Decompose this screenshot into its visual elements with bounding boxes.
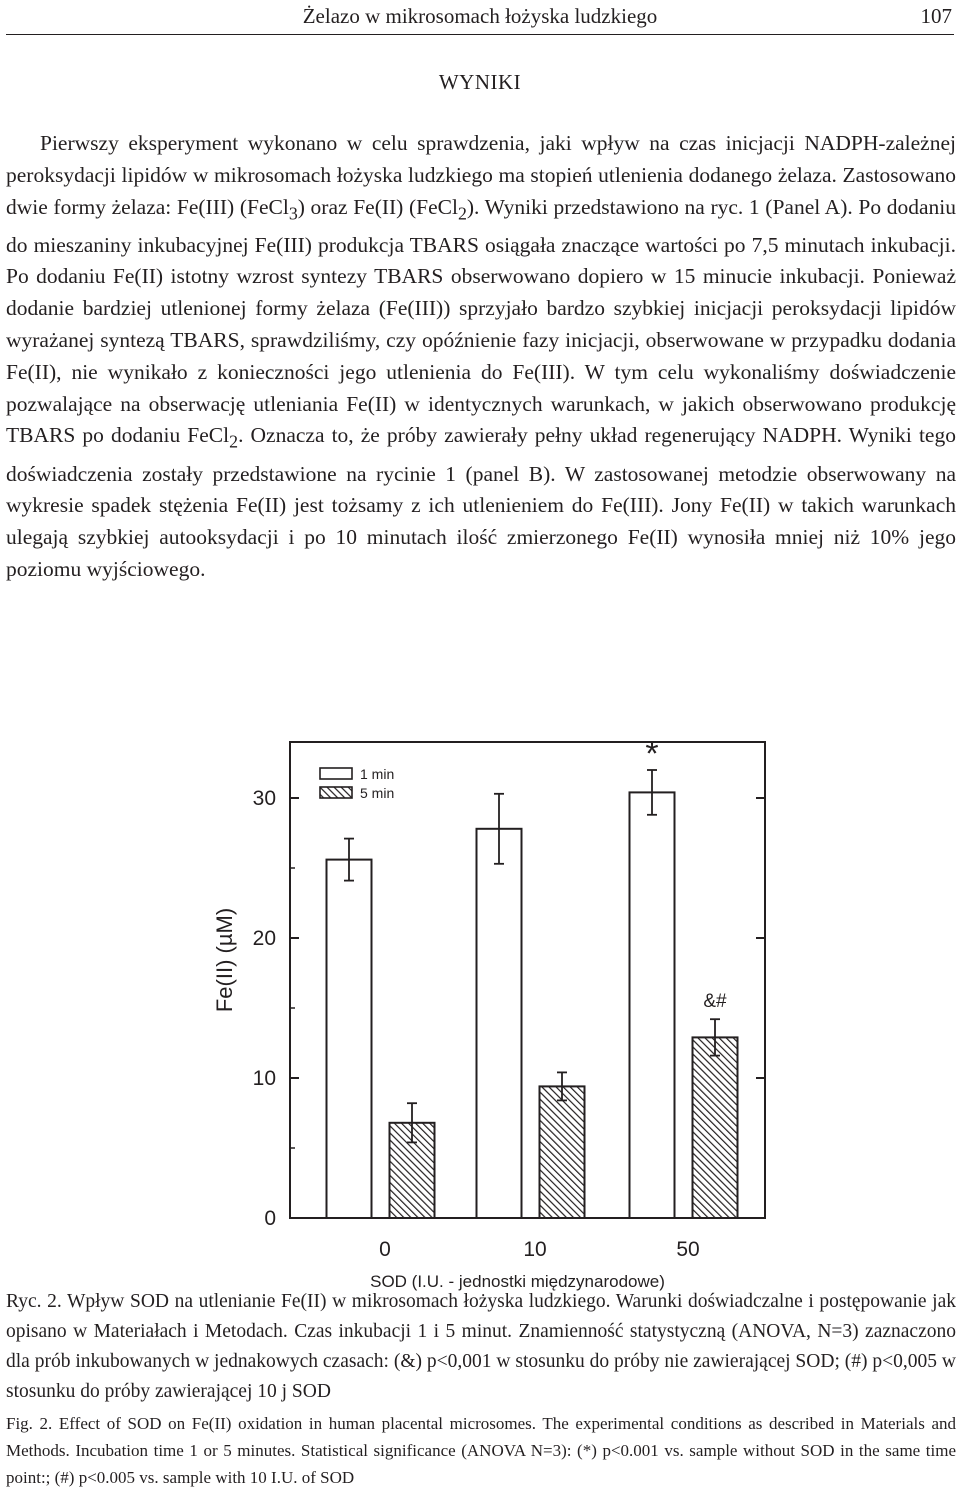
page-header xyxy=(6,4,954,35)
bar xyxy=(693,1037,738,1218)
y-tick-label: 20 xyxy=(252,927,276,950)
paragraph-text: ). Wyniki przedstawiono na ryc. 1 (Panel A). Po dodaniu do mieszaniny inkubacyjnej Fe(III) produkcja TBARS osiągała znaczące wartości po 7,5 minutach inkubacji. Po dodaniu Fe(II) istotny wzrost syntezy TBARS obserwowano dopiero w 15 minucie inkubacji. Ponieważ dodanie bardziej utlenionej formy żelaza (Fe(III)) sprzyjało bardzo szybkiej inicjacji peroksydacji lipidów wyrażanej syntezą TBARS, sprawdziliśmy, czy opóźnienie fazy inicjacji, obserwowane w przypadku dodania Fe(II), nie wynikało z konieczności jego utlenienia do Fe(III). W tym celu wykonaliśmy doświadczenie pozwalające na obserwację utleniania Fe(II) w identycznych warunkach, w jakich obserwowano produkcję TBARS po dodaniu FeCl xyxy=(6,194,956,448)
section-title: WYNIKI xyxy=(438,70,522,94)
bar xyxy=(327,860,372,1218)
legend-label: 1 min xyxy=(360,766,395,782)
y-axis-label: Fe(II) (µM) xyxy=(212,907,237,1013)
significance-annotation: * xyxy=(645,735,659,773)
legend-swatch xyxy=(320,787,352,798)
x-axis-label: SOD (I.U. - jednostki międzynarodowe) xyxy=(370,1272,665,1291)
results-paragraph xyxy=(6,128,956,586)
bar xyxy=(630,792,675,1218)
subscript: 2 xyxy=(229,431,239,452)
legend-label: 5 min xyxy=(360,785,395,801)
bar xyxy=(540,1086,585,1218)
y-tick-label: 10 xyxy=(252,1067,276,1090)
x-tick-label: 0 xyxy=(379,1238,391,1261)
significance-annotation: &# xyxy=(703,991,727,1013)
y-tick-label: 0 xyxy=(264,1207,276,1230)
x-tick-label: 10 xyxy=(523,1238,547,1261)
bar-chart xyxy=(170,730,790,1291)
paragraph-text: Pierwszy eksperyment wykonano w celu sprawdzenia, jaki wpływ na czas inicjacji NADPH-zależnej peroksydacji lipidów w mikrosomach łożyska ludzkiego ma stopień utlenienia dodanego żelaza. Zastosowano dwie formy żelaza: Fe(III) (FeCl xyxy=(6,131,956,219)
paragraph-text: . Oznacza to, że próby zawierały pełny układ regenerujący NADPH. Wyniki tego doświadczenia zostały przedstawione na rycinie 1 (panel B). W zastosowanej metodzie obserwowany na wykresie spadek stężenia Fe(II) jest tożsamy z ich utlenieniem do Fe(III). Jony Fe(II) w takich warunkach ulegają szybkiej autooksydacji i po 10 minutach ilość zmierzonego Fe(II) wynosiła mniej niż 10% jego poziomu wyjściowego. xyxy=(6,423,956,581)
bar xyxy=(477,829,522,1218)
paragraph-text: ) oraz Fe(II) (FeCl xyxy=(297,194,458,219)
running-title: Żelazo w mikrosomach łożyska ludzkiego xyxy=(302,4,658,28)
figure-2 xyxy=(170,730,790,1291)
figure-caption-pl: Ryc. 2. Wpływ SOD na utlenianie Fe(II) w mikrosomach łożyska ludzkiego. Warunki doświadczalne i postępowanie jak opisano w Materiałach i Metodach. Czas inkubacji 1 i 5 minut. Znamienność statystyczną (ANOVA, N=3) zaznaczono dla prób inkubowanych w jednakowych czasach: (&) p<0,001 w stosunku do próby nie zawierającej SOD; (#) p<0,005 w stosunku do próby zawierającej 10 j SOD xyxy=(6,1291,956,1402)
x-tick-label: 50 xyxy=(676,1238,700,1261)
y-tick-label: 30 xyxy=(252,787,276,810)
subscript: 2 xyxy=(457,202,467,223)
page-number: 107 xyxy=(920,4,952,28)
subscript: 3 xyxy=(288,202,298,223)
figure-caption-en: Fig. 2. Effect of SOD on Fe(II) oxidation in human placental microsomes. The experimental conditions as described in Materials and Methods. Incubation time 1 or 5 minutes. Statistical significance (ANOVA N=3): (*) p<0.001 vs. sample without SOD in the same time point:; (#) p<0.005 vs. sample with 10 I.U. of SOD xyxy=(6,1414,956,1487)
legend-swatch xyxy=(320,768,352,779)
